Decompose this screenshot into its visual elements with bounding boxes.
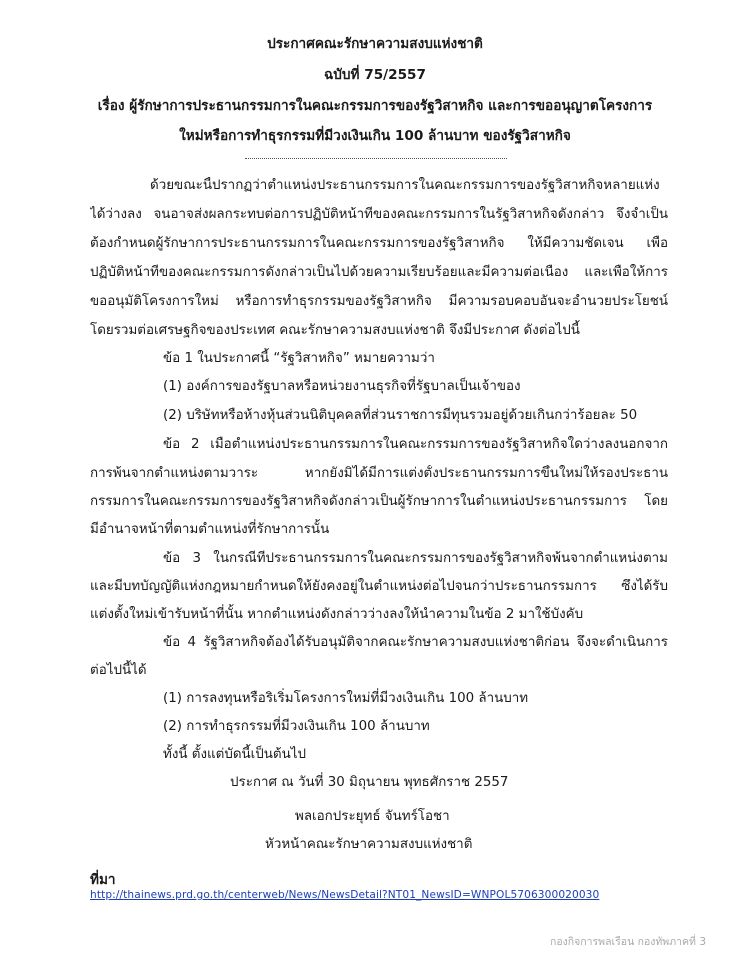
announcement-subject-line-2: ใหม่หรือการทำธุรกรรมที่มีวงเงินเกิน 100 ล้านบาท ของรัฐวิสาหกิจ: [179, 128, 571, 144]
preamble-line-3: ต้องกำหนดผู้รักษาการประธานกรรมการในคณะกรรมการของรัฐวิสาหกิจ ให้มีความชัดเจน เพื่อ: [90, 236, 668, 251]
announcement-issue-number: ฉบับที่ 75/2557: [324, 67, 426, 83]
clause-2-line-2: การพ้นจากตำแหน่งตามวาระ หากยังมิได้มีการแต่งตั้งประธานกรรมการขึ้นใหม่ให้รองประธาน: [90, 466, 668, 481]
preamble-line-2: ได้ว่างลง จนอาจส่งผลกระทบต่อการปฏิบัติหน้าที่ของคณะกรรมการในรัฐวิสาหกิจดังกล่าว จึงจำเป็น: [90, 207, 668, 222]
clause-1-item-2: (2) บริษัทหรือห้างหุ้นส่วนนิติบุคคลที่ส่วนราชการมีทุนรวมอยู่ด้วยเกินกว่าร้อยละ 50: [163, 408, 638, 423]
source-link[interactable]: http://thainews.prd.go.th/centerweb/News/NewsDetail?NT01_NewsID=WNPOL5706300020030: [90, 889, 600, 901]
announcement-subject-line-1: เรื่อง ผู้รักษาการประธานกรรมการในคณะกรรมการของรัฐวิสาหกิจ และการขออนุญาตโครงการ: [97, 98, 653, 114]
preamble-line-4: ปฏิบัติหน้าที่ของคณะกรรมการดังกล่าวเป็นไปด้วยความเรียบร้อยและมีความต่อเนื่อง และเพื่อให้การ: [90, 265, 668, 280]
clause-2-line-1: ข้อ 2 เมื่อตำแหน่งประธานกรรมการในคณะกรรมการของรัฐวิสาหกิจใดว่างลงนอกจาก: [163, 437, 668, 452]
clause-4-line-2: ต่อไปนี้ได้: [90, 663, 147, 678]
effective-date-statement: ทั้งนี้ ตั้งแต่บัดนี้เป็นต้นไป: [163, 747, 307, 762]
source-label: ที่มา: [90, 872, 116, 888]
clause-4-item-1: (1) การลงทุนหรือริเริ่มโครงการใหม่ที่มีวงเงินเกิน 100 ล้านบาท: [163, 691, 529, 706]
preamble-line-5: ขออนุมัติโครงการใหม่ หรือการทำธุรกรรมของรัฐวิสาหกิจ มีความรอบคอบอันจะอำนวยประโยชน์: [90, 294, 668, 309]
announcement-date: ประกาศ ณ วันที่ 30 มิถุนายน พุทธศักราช 2557: [230, 775, 509, 790]
preamble-line-6: โดยรวมต่อเศรษฐกิจของประเทศ คณะรักษาความสงบแห่งชาติ จึงมีประกาศ ดังต่อไปนี้: [90, 323, 580, 338]
announcement-title: ประกาศคณะรักษาความสงบแห่งชาติ: [267, 36, 483, 52]
footer-note: กองกิจการพลเรือน กองทัพภาคที่ 3: [549, 936, 706, 948]
clause-4-line-1: ข้อ 4 รัฐวิสาหกิจต้องได้รับอนุมัติจากคณะรักษาความสงบแห่งชาติก่อน จึงจะดำเนินการ: [163, 635, 668, 650]
clause-1-item-1: (1) องค์การของรัฐบาลหรือหน่วยงานธุรกิจที่รัฐบาลเป็นเจ้าของ: [163, 379, 521, 394]
clause-3-line-2: และมีบทบัญญัติแห่งกฎหมายกำหนดให้ยังคงอยู่ในตำแหน่งต่อไปจนกว่าประธานกรรมการ ซึ่งได้รับ: [90, 579, 668, 594]
clause-2-line-3: กรรมการในคณะกรรมการของรัฐวิสาหกิจดังกล่าวเป็นผู้รักษาการในตำแหน่งประธานกรรมการ โดย: [90, 494, 668, 509]
signatory-name: พลเอกประยุทธ์ จันทร์โอชา: [295, 809, 450, 824]
clause-4-item-2: (2) การทำธุรกรรมที่มีวงเงินเกิน 100 ล้านบาท: [163, 719, 430, 734]
clause-2-line-4: มีอำนาจหน้าที่ตามตำแหน่งที่รักษาการนั้น: [90, 522, 330, 537]
clause-3-line-1: ข้อ 3 ในกรณีที่ประธานกรรมการในคณะกรรมการของรัฐวิสาหกิจพ้นจากตำแหน่งตาม: [163, 551, 668, 566]
clause-1-heading: ข้อ 1 ในประกาศนี้ “รัฐวิสาหกิจ” หมายความว่า: [163, 351, 435, 366]
signatory-position: หัวหน้าคณะรักษาความสงบแห่งชาติ: [265, 837, 473, 852]
clause-3-line-3: แต่งตั้งใหม่เข้ารับหน้าที่นั้น หากตำแหน่งดังกล่าวว่างลงให้นำความในข้อ 2 มาใช้บังคับ: [90, 607, 584, 622]
preamble-line-1: ด้วยขณะนี้ปรากฏว่าตำแหน่งประธานกรรมการในคณะกรรมการของรัฐวิสาหกิจหลายแห่ง: [150, 178, 660, 193]
dotted-divider: [245, 158, 507, 159]
